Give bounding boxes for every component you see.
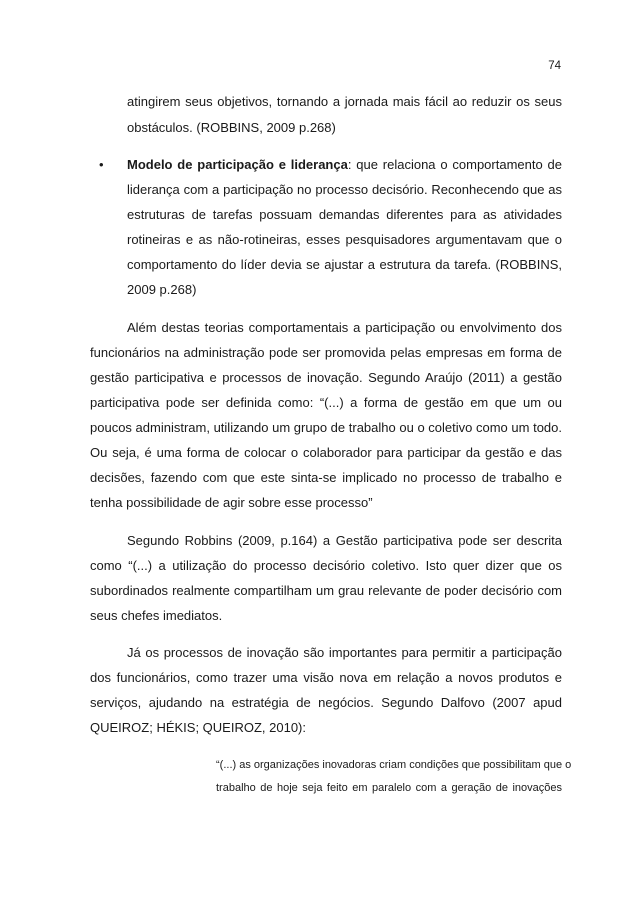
text-line: seus chefes imediatos.: [90, 608, 223, 623]
text-line: obstáculos. (ROBBINS, 2009 p.268): [127, 120, 336, 135]
page-number: 74: [548, 60, 561, 72]
bullet-symbol: •: [99, 157, 104, 172]
text-line: como “(...) a utilização do processo decisório coletivo. Isto quer dizer que os: [90, 558, 562, 573]
text-line: serviços, ajudando na estratégia de negócios. Segundo Dalfovo (2007 apud: [90, 695, 562, 710]
text-line: QUEIROZ; HÉKIS; QUEIROZ, 2010):: [90, 720, 306, 735]
text-line: gestão participativa e processos de inovação. Segundo Araújo (2011) a gestão: [90, 370, 562, 385]
text-line: liderança com a participação no processo decisório. Reconhecendo que as: [127, 182, 562, 197]
text-line: subordinados realmente compartilham um grau relevante de poder decisório com: [90, 583, 562, 598]
bullet-first-line-rest: : que relaciona o comportamento de: [347, 157, 562, 172]
bullet-first-line: [127, 157, 562, 173]
text-line: participativa pode ser definida como: “(...) a forma de gestão em que um ou: [90, 395, 562, 410]
text-line: funcionários na administração pode ser promovida pelas empresas em forma de: [90, 345, 562, 360]
text-line: comportamento do líder devia se ajustar a estrutura da tarefa. (ROBBINS,: [127, 257, 562, 272]
text-line: 2009 p.268): [127, 282, 197, 297]
text-line: Já os processos de inovação são importantes para permitir a participação: [127, 645, 562, 660]
quote-line: “(...) as organizações inovadoras criam condições que possibilitam que o: [216, 759, 572, 771]
text-line: Além destas teorias comportamentais a participação ou envolvimento dos: [127, 320, 562, 335]
text-line: decisões, fazendo com que este sinta-se implicado no processo de trabalho e: [90, 470, 562, 485]
text-line: atingirem seus objetivos, tornando a jornada mais fácil ao reduzir os seus: [127, 94, 562, 109]
text-line: Segundo Robbins (2009, p.164) a Gestão participativa pode ser descrita: [127, 533, 562, 548]
text-line: dos funcionários, como trazer uma visão nova em relação a novos produtos e: [90, 670, 562, 685]
bullet-title: Modelo de participação e liderança: [127, 157, 348, 172]
text-line: rotineiras e as não-rotineiras, esses pesquisadores argumentavam que o: [127, 232, 562, 247]
text-line: poucos administram, utilizando um grupo de trabalho ou o coletivo como um todo.: [90, 420, 562, 435]
quote-line: trabalho de hoje seja feito em paralelo com a geração de inovações: [216, 782, 562, 794]
text-line: estruturas de tarefas possuam demandas diferentes para as atividades: [127, 207, 562, 222]
text-line: tenha possibilidade de agir sobre esse processo”: [90, 495, 373, 510]
text-line: Ou seja, é uma forma de colocar o colaborador para participar da gestão e das: [90, 445, 562, 460]
